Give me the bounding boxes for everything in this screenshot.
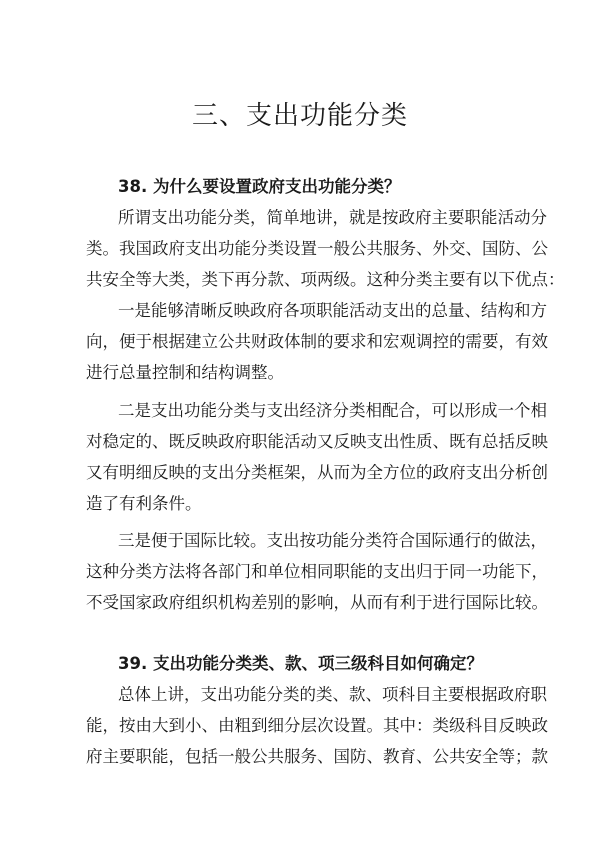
q38-paragraph-line: 二是支出功能分类与支出经济分类相配合，可以形成一个相 (118, 401, 547, 420)
section-title: 三、支出功能分类 (191, 101, 408, 131)
q38-paragraph-line: 共安全等大类，类下再分款、项两级。这种分类主要有以下优点： (86, 270, 565, 289)
q38-paragraph-line: 进行总量控制和结构调整。 (86, 363, 284, 382)
question-38-heading: 38. 为什么要设置政府支出功能分类？ (118, 177, 401, 196)
q38-paragraph-line: 一是能够清晰反映政府各项职能活动支出的总量、结构和方 (118, 301, 547, 320)
q38-paragraph-line: 所谓支出功能分类，简单地讲，就是按政府主要职能活动分 (118, 208, 547, 227)
q39-paragraph-line: 府主要职能，包括一般公共服务、国防、教育、公共安全等；款 (86, 747, 548, 766)
q38-paragraph-line: 造了有利条件。 (86, 494, 202, 513)
q38-paragraph-line: 不受国家政府组织机构差别的影响，从而有利于进行国际比较。 (86, 593, 548, 612)
q39-paragraph-line: 能，按由大到小、由粗到细分层次设置。其中：类级科目反映政 (86, 716, 548, 735)
q38-paragraph-line: 这种分类方法将各部门和单位相同职能的支出归于同一功能下， (86, 562, 548, 581)
q38-paragraph-line: 向，便于根据建立公共财政体制的要求和宏观调控的需要，有效 (86, 332, 548, 351)
q38-paragraph-line: 对稳定的、既反映政府职能活动又反映支出性质、既有总括反映 (86, 432, 548, 451)
q38-paragraph-line: 三是便于国际比较。支出按功能分类符合国际通行的做法， (118, 531, 547, 550)
question-39-heading: 39. 支出功能分类类、款、项三级科目如何确定？ (118, 654, 483, 673)
q39-paragraph-line: 总体上讲，支出功能分类的类、款、项科目主要根据政府职 (118, 685, 547, 704)
q38-paragraph-line: 又有明细反映的支出分类框架，从而为全方位的政府支出分析创 (86, 463, 548, 482)
q38-paragraph-line: 类。我国政府支出功能分类设置一般公共服务、外交、国防、公 (86, 239, 548, 258)
